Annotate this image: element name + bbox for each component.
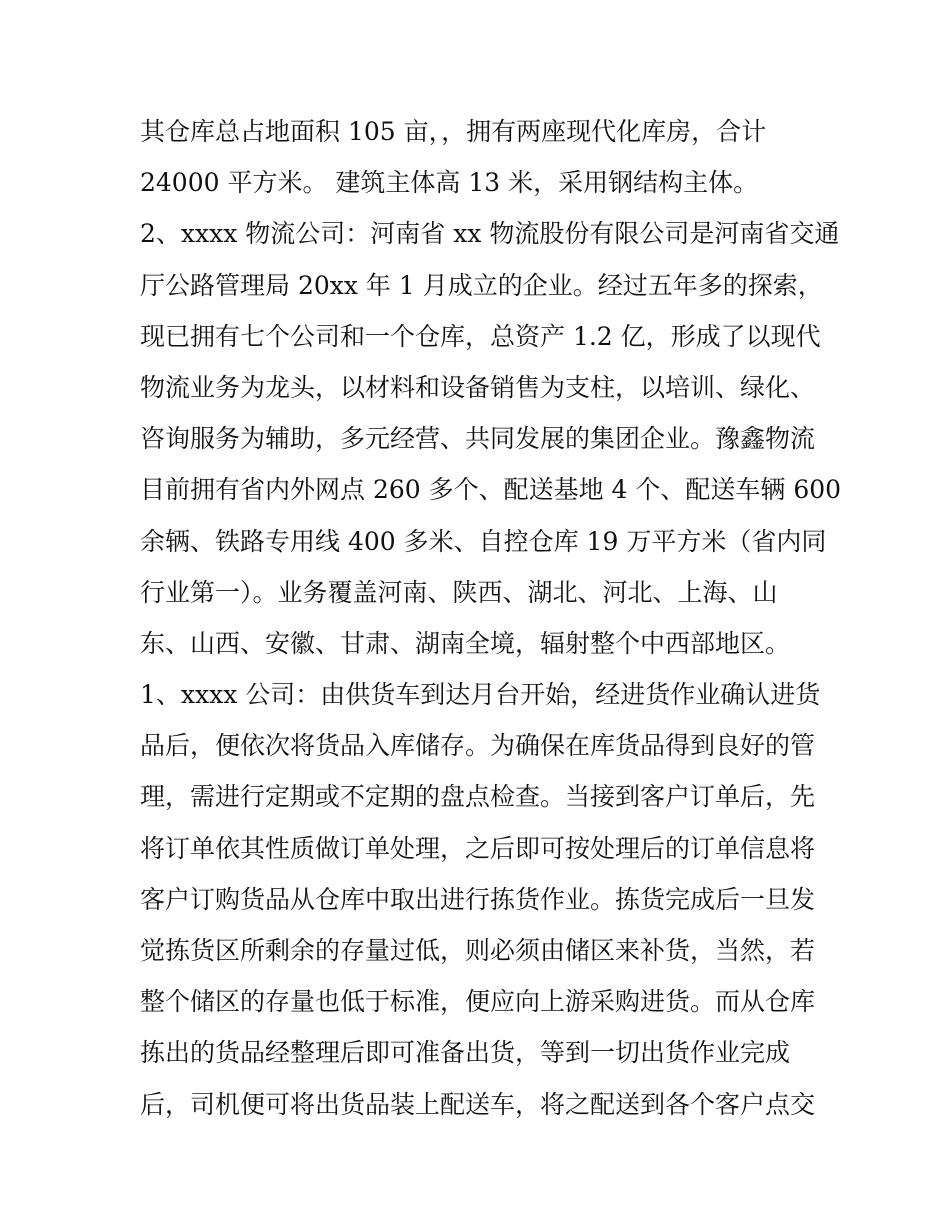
text-line-6: 物流业务为龙头，以材料和设备销售为支柱，以培训、绿化、 bbox=[140, 372, 816, 402]
text-line-20: 后，司机便可将出货品装上配送车，将之配送到各个客户点交 bbox=[140, 1089, 816, 1119]
text-line-2: 24000 平方米。 建筑主体高 13 米，采用钢结构主体。 bbox=[140, 168, 759, 198]
text-line-15: 将订单依其性质做订单处理，之后即可按处理后的订单信息将 bbox=[140, 833, 816, 863]
text-line-3: 2、xxxx 物流公司：河南省 xx 物流股份有限公司是河南省交通 bbox=[140, 219, 840, 249]
text-line-9: 余辆、铁路专用线 400 多米、自控仓库 19 万平方米（省内同 bbox=[140, 526, 827, 556]
text-line-7: 咨询服务为辅助，多元经营、共同发展的集团企业。豫鑫物流 bbox=[140, 424, 816, 454]
text-line-5: 现已拥有七个公司和一个仓库，总资产 1.2 亿，形成了以现代 bbox=[140, 321, 821, 351]
text-line-4: 厅公路管理局 20xx 年 1 月成立的企业。经过五年多的探索， bbox=[140, 270, 823, 300]
text-line-16: 客户订购货品从仓库中取出进行拣货作业。拣货完成后一旦发 bbox=[140, 884, 816, 914]
text-line-10: 行业第一）。业务覆盖河南、陕西、湖北、河北、上海、山 bbox=[140, 577, 778, 607]
text-line-14: 理，需进行定期或不定期的盘点检查。当接到客户订单后，先 bbox=[140, 782, 816, 812]
text-line-8: 目前拥有省内外网点 260 多个、配送基地 4 个、配送车辆 600 bbox=[140, 475, 842, 505]
text-line-18: 整个储区的存量也低于标准，便应向上游采购进货。而从仓库 bbox=[140, 987, 816, 1017]
text-line-12: 1、xxxx 公司：由供货车到达月台开始，经进货作业确认进货 bbox=[140, 680, 821, 710]
text-line-17: 觉拣货区所剩余的存量过低，则必须由储区来补货，当然，若 bbox=[140, 936, 816, 965]
text-line-1: 其仓库总占地面积 105 亩，，拥有两座现代化库房，合计 bbox=[140, 117, 767, 146]
text-line-11: 东、山西、安徽、甘肃、湖南全境，辐射整个中西部地区。 bbox=[140, 628, 791, 658]
text-line-13: 品后，便依次将货品入库储存。为确保在库货品得到良好的管 bbox=[140, 731, 816, 761]
text-line-19: 拣出的货品经整理后即可准备出货，等到一切出货作业完成 bbox=[140, 1038, 791, 1068]
document-body bbox=[140, 106, 842, 1130]
